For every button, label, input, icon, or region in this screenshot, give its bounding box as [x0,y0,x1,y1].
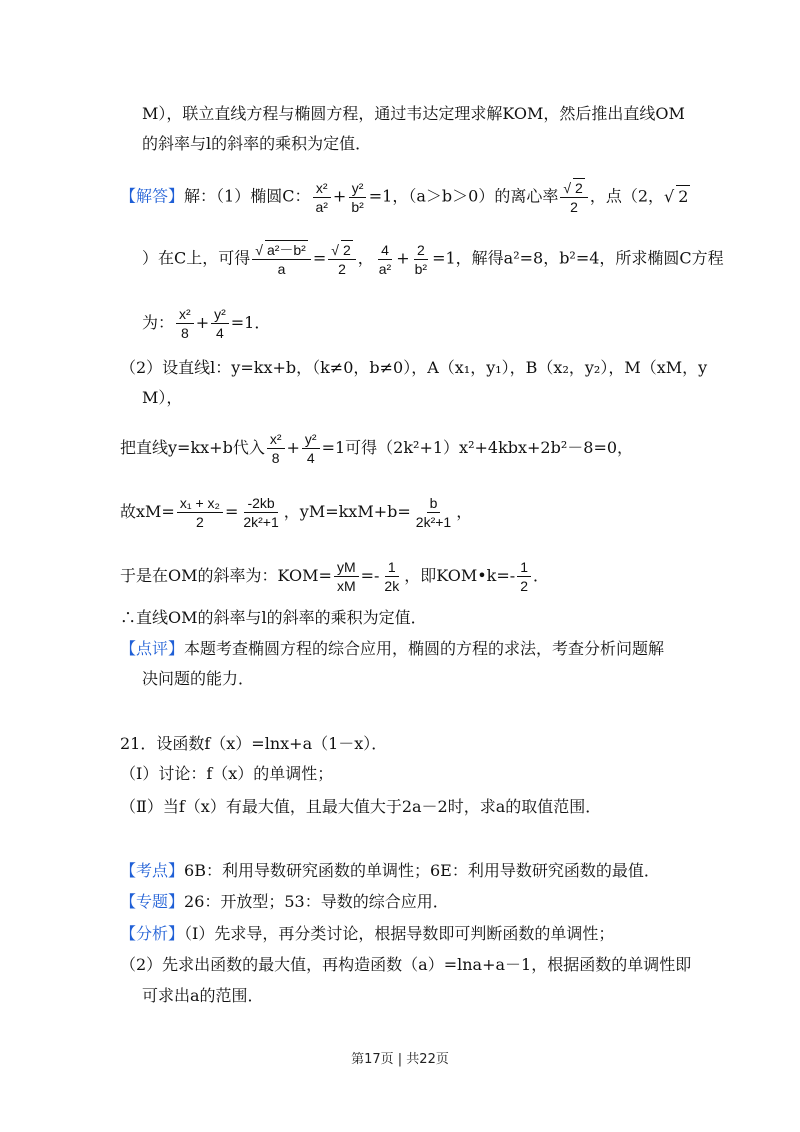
text: 26：开放型；53：导数的综合应用． [184,892,449,911]
keypoint-line [120,860,660,882]
answer-tag: 【解答】 [120,186,185,206]
numerator: y² [349,179,367,198]
fraction [381,558,402,595]
topic-tag: 【专题】 [120,892,185,911]
denominator: 2 [338,261,346,277]
fraction [302,430,320,467]
text: 为： [142,313,175,332]
numerator: -2kb [244,494,277,513]
text-line: （2）设直线l：y=kx+b，（k≠0，b≠0），A（x₁，y₁），B（x₂，y₂），M（xM，y [120,358,708,377]
denominator: 2k²+1 [243,514,279,530]
text-line: （2）先求出函数的最大值，再构造函数（a）=lna+a－1，根据函数的单调性即 [120,955,692,974]
analysis-line [120,923,614,945]
text-line: 把直线y=kx+b代入 $\frac{\text{x²}}{8}$ + $\frac{\text{y²}}{4}$ =1可得（2k²+1）x²+4kbx+2b²－8=0， [120,431,634,466]
fraction [312,179,330,216]
minus-sign: - [374,566,380,585]
text: ）在C上，可得 [142,248,251,268]
text-line: 可求出a的范围． [142,986,264,1005]
denominator: xM [336,578,356,594]
denominator: b² [351,198,364,215]
fraction [211,305,229,342]
text-line: 故xM= $\frac{\text{x₁ + x₂}}{2}$ = $\frac{-2kb}{\text{2k²+1}}$ ，yM=kxM+b= $\frac{b}{\text{2k²+1}}$ ， [120,495,473,530]
text: ， [456,502,473,521]
fraction [267,430,285,467]
fraction [376,241,394,278]
minus-sign: - [509,566,516,585]
text: =1，（a＞b＞0）的离心率 [368,186,559,206]
fraction [413,494,454,531]
fraction [348,179,366,216]
sqrt-value: 2 [575,180,583,196]
numerator: 1 [517,558,531,577]
numerator: x² [176,305,194,324]
denominator: 8 [180,325,189,341]
text: =1． [230,313,271,332]
text-line: 决问题的能力． [142,669,255,688]
text: 本题考查椭圆方程的综合应用，椭圆的方程的求法，考查分析问题解 [184,639,665,658]
question-part: （Ⅰ）讨论：f（x）的单调性； [120,764,334,783]
text-line: 为： $\frac{\text{x²}}{8}$ + $\frac{\text{y²}}{4}$ =1． [142,306,271,341]
answer-line: 【解答】解：（1）椭圆C： $\frac{\text{x²}}{\text{a²}}$ + $\frac{\text{y²}}{\text{b²}}$ =1，（a＞b＞0）的离心率 $\frac{√ 2}{2}$ ，点（2，√ 2 [120,179,689,215]
text: 6B：利用导数研究函数的单调性；6E：利用导数研究函数的最值． [184,861,660,880]
numerator: 1 [385,558,399,577]
denominator: a [277,261,286,277]
denominator: 2k [384,578,400,594]
numerator: yM [334,558,359,577]
fraction [517,558,531,595]
text: ，即KOM•k= [404,566,510,585]
review-tag: 【点评】 [120,639,185,658]
fraction [176,305,194,342]
numerator: 4 [378,241,392,260]
text-line: ）在C上，可得 $\frac{\text{√ a²－b²}}{a}$ = $\frac{√ 2}{2}$ ， $\frac{4}{\text{a²}}$ + $\frac{2}{\text{b²}}$ =1，解得a²=8，b²=4，所求椭圆C方程 [142,241,724,277]
denominator: 4 [216,325,224,341]
numerator: x² [313,179,331,198]
sqrt-value: 2 [678,186,689,206]
numerator: x₁ + x₂ [177,494,223,513]
fraction: $\frac{√ 2}{2}$ [560,178,587,216]
text: 把直线y=kx+b代入 [120,438,265,457]
text-line: 的斜率与l的斜率的乘积为定值． [142,134,372,153]
denominator: 2 [570,199,578,215]
text: 于是在OM的斜率为：KOM= [120,566,332,585]
denominator: a² [378,260,392,277]
numerator: b [427,494,441,513]
text: ． [533,566,550,585]
numerator: y² [211,305,229,324]
text: 解：（1）椭圆C： [184,186,311,206]
fraction [177,494,223,531]
page-footer: 第17页 | 共22页 [351,1052,449,1067]
fraction [412,241,430,278]
fraction: $\frac{\text{√ a²－b²}}{a}$ [252,240,311,278]
keypoint-tag: 【考点】 [120,861,185,880]
text-line: M）， [142,388,183,407]
fraction [334,558,359,595]
text: 故xM= [120,502,175,521]
question-title: 21．设函数f（x）=lnx+a（1－x）． [120,734,388,753]
denominator: b² [414,260,428,277]
fraction: $\frac{√ 2}{2}$ [328,240,355,278]
text-line: 于是在OM的斜率为：KOM= $\frac{yM}{xM}$ =- $\frac{1}{2k}$ ，即KOM•k=- $\frac{1}{2}$ ． [120,559,550,594]
denominator: 2 [195,514,204,530]
numerator: 2 [414,241,428,260]
analysis-tag: 【分析】 [120,924,185,943]
text: ，点（2， [589,186,664,206]
text: ，yM=kxM+b= [283,502,411,521]
topic-line [120,891,449,913]
text: （Ⅰ）先求导，再分类讨论，根据导数即可判断函数的单调性； [184,924,615,943]
denominator: 2k²+1 [415,514,452,530]
text: =1，解得a²=8，b²=4，所求椭圆C方程 [432,248,724,268]
denominator: a² [315,198,328,215]
fraction [240,494,281,531]
question-part: （Ⅱ）当f（x）有最大值，且最大值大于2a－2时，求a的取值范围． [120,797,602,816]
sqrt-value: 2 [342,242,351,258]
text-line: ∴直线OM的斜率与l的斜率的乘积为定值． [120,608,427,627]
numerator: x² [267,430,285,449]
sqrt-value: a²－b² [266,242,306,258]
denominator: 2 [520,578,528,594]
text: ， [357,248,374,268]
denominator: 8 [271,450,280,466]
denominator: 4 [306,450,315,466]
text: =1可得（2k²+1）x²+4kbx+2b²－8=0， [321,438,634,457]
review-line [120,638,664,660]
numerator: y² [302,430,320,449]
text-line: M），联立直线方程与椭圆方程，通过韦达定理求解KOM，然后推出直线OM [142,104,685,123]
